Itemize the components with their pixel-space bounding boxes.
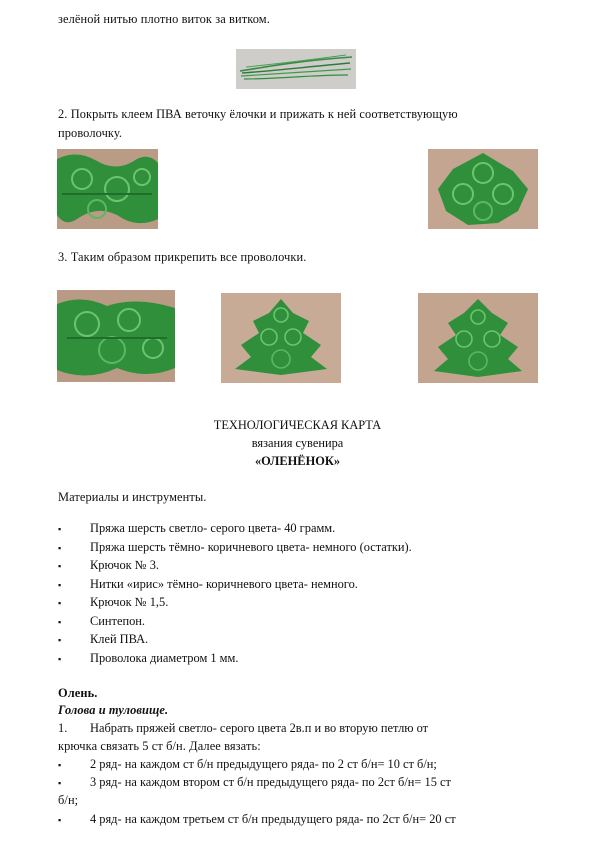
- materials-heading: Материалы и инструменты.: [58, 490, 207, 504]
- row-instruction-continued: б/н;: [58, 793, 79, 807]
- card-title-line3: «ОЛЕНЁНОК»: [254, 454, 341, 468]
- materials-item: Крючок № 1,5.: [90, 595, 169, 609]
- row-instruction: 4 ряд- на каждом третьем ст б/н предыдущего ряда- по 2ст б/н= 20 ст: [90, 812, 456, 826]
- bullet-icon: ▪: [58, 524, 62, 534]
- materials-item: Клей ПВА.: [90, 632, 149, 646]
- row-instruction: 3 ряд- на каждом втором ст б/н предыдущего ряда- по 2ст б/н= 15 ст: [90, 775, 451, 789]
- materials-item: Крючок № 3.: [90, 558, 160, 572]
- deer-heading: Олень.: [58, 686, 98, 700]
- step3-text: 3. Таким образом прикрепить все проволочки.: [58, 250, 307, 264]
- row-instruction: 2 ряд- на каждом ст б/н предыдущего ряда- по 2 ст б/н= 10 ст б/н;: [90, 757, 437, 771]
- step2-line2: проволочку.: [58, 126, 123, 140]
- bullet-icon: ▪: [58, 598, 62, 608]
- bullet-icon: ▪: [58, 580, 62, 590]
- card-title-line2: вязания сувенира: [251, 436, 344, 450]
- materials-item: Пряжа шерсть светло- серого цвета- 40 грамм.: [90, 521, 336, 535]
- photo-lace-branch-left: [57, 149, 158, 229]
- photo-lace-branch-right: [428, 149, 538, 229]
- photo-tree-3: [418, 293, 538, 383]
- materials-item: Синтепон.: [90, 614, 145, 628]
- materials-item: Нитки «ирис» тёмно- коричневого цвета- немного.: [90, 577, 358, 591]
- card-title-line1: ТЕХНОЛОГИЧЕСКАЯ КАРТА: [213, 418, 382, 432]
- bullet-icon: ▪: [58, 617, 62, 627]
- instruction-1-line2: крючка связать 5 ст б/н. Далее вязать:: [58, 739, 261, 753]
- step2-line1: 2. Покрыть клеем ПВА веточку ёлочки и прижать к ней соответствующую: [58, 107, 458, 121]
- materials-item: Проволока диаметром 1 мм.: [90, 651, 239, 665]
- bullet-icon: ▪: [58, 654, 62, 664]
- photo-tree-1: [57, 290, 175, 382]
- head-body-heading: Голова и туловище.: [58, 703, 169, 717]
- photo-wires: [236, 49, 356, 89]
- instruction-1-line1: Набрать пряжей светло- серого цвета 2в.п и во вторую петлю от: [90, 721, 429, 735]
- bullet-icon: ▪: [58, 635, 62, 645]
- bullet-icon: ▪: [58, 760, 62, 770]
- bullet-icon: ▪: [58, 561, 62, 571]
- instruction-1-number: 1.: [58, 721, 68, 735]
- photo-tree-2: [221, 293, 341, 383]
- text-line-top: зелёной нитью плотно виток за витком.: [58, 12, 270, 26]
- bullet-icon: ▪: [58, 815, 62, 825]
- bullet-icon: ▪: [58, 778, 62, 788]
- materials-item: Пряжа шерсть тёмно- коричневого цвета- немного (остатки).: [90, 540, 412, 554]
- bullet-icon: ▪: [58, 543, 62, 553]
